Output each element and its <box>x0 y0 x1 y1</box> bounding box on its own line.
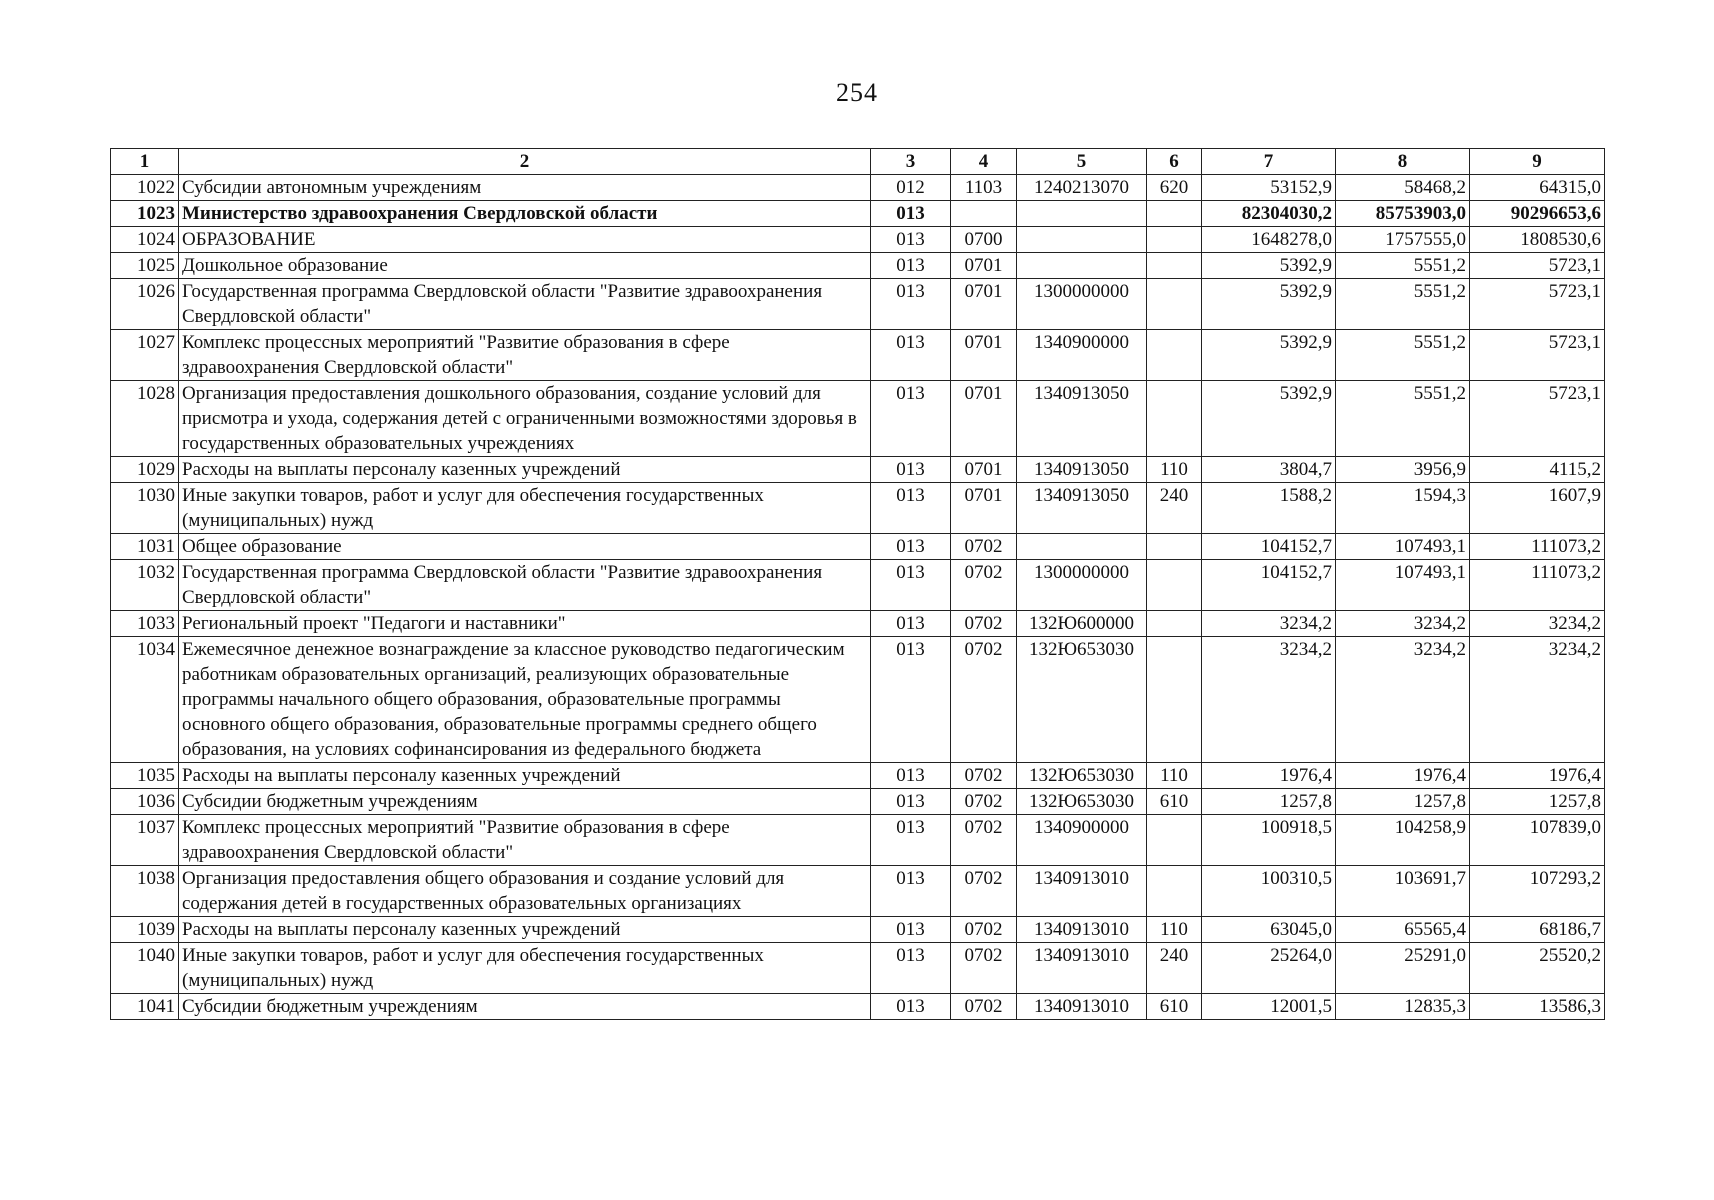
target-code-cell: 1340913050 <box>1017 381 1147 457</box>
expense-type-cell <box>1147 253 1202 279</box>
amount-col7-cell: 3234,2 <box>1202 637 1336 763</box>
amount-col7-cell: 1648278,0 <box>1202 227 1336 253</box>
section-code-cell: 0702 <box>951 815 1017 866</box>
item-name-cell: Региональный проект "Педагоги и наставники" <box>179 611 871 637</box>
row-number-cell: 1029 <box>111 457 179 483</box>
ministry-code-cell: 012 <box>871 175 951 201</box>
amount-col8-cell: 3956,9 <box>1336 457 1470 483</box>
table-row <box>111 994 1605 1020</box>
target-code-cell: 1340913010 <box>1017 994 1147 1020</box>
section-code-cell: 0702 <box>951 789 1017 815</box>
amount-col9-cell: 64315,0 <box>1470 175 1605 201</box>
amount-col9-cell: 5723,1 <box>1470 253 1605 279</box>
table-row <box>111 253 1605 279</box>
target-code-cell: 1340913010 <box>1017 866 1147 917</box>
amount-col9-cell: 1976,4 <box>1470 763 1605 789</box>
table-row <box>111 175 1605 201</box>
amount-col8-cell: 85753903,0 <box>1336 201 1470 227</box>
header-cell: 9 <box>1470 149 1605 175</box>
expense-type-cell <box>1147 560 1202 611</box>
expense-type-cell <box>1147 330 1202 381</box>
expense-type-cell: 610 <box>1147 789 1202 815</box>
target-code-cell: 132Ю653030 <box>1017 763 1147 789</box>
expense-type-cell: 610 <box>1147 994 1202 1020</box>
header-cell: 3 <box>871 149 951 175</box>
amount-col8-cell: 5551,2 <box>1336 330 1470 381</box>
amount-col9-cell: 111073,2 <box>1470 534 1605 560</box>
budget-table <box>110 148 1605 1020</box>
target-code-cell: 132Ю600000 <box>1017 611 1147 637</box>
table-row <box>111 330 1605 381</box>
amount-col7-cell: 5392,9 <box>1202 381 1336 457</box>
ministry-code-cell: 013 <box>871 457 951 483</box>
target-code-cell: 1340900000 <box>1017 330 1147 381</box>
header-cell: 4 <box>951 149 1017 175</box>
section-code-cell: 0702 <box>951 560 1017 611</box>
expense-type-cell <box>1147 611 1202 637</box>
row-number-cell: 1041 <box>111 994 179 1020</box>
ministry-code-cell: 013 <box>871 483 951 534</box>
target-code-cell: 1300000000 <box>1017 560 1147 611</box>
expense-type-cell <box>1147 227 1202 253</box>
amount-col7-cell: 1257,8 <box>1202 789 1336 815</box>
section-code-cell: 0702 <box>951 763 1017 789</box>
amount-col9-cell: 25520,2 <box>1470 943 1605 994</box>
section-code-cell: 0702 <box>951 917 1017 943</box>
item-name-cell: Организация предоставления общего образования и создание условий для содержания детей в государственных образовательных организациях <box>179 866 871 917</box>
expense-type-cell <box>1147 279 1202 330</box>
ministry-code-cell: 013 <box>871 789 951 815</box>
amount-col8-cell: 107493,1 <box>1336 560 1470 611</box>
amount-col7-cell: 5392,9 <box>1202 330 1336 381</box>
amount-col9-cell: 3234,2 <box>1470 611 1605 637</box>
row-number-cell: 1036 <box>111 789 179 815</box>
item-name-cell: Расходы на выплаты персоналу казенных учреждений <box>179 763 871 789</box>
row-number-cell: 1024 <box>111 227 179 253</box>
row-number-cell: 1027 <box>111 330 179 381</box>
table-row <box>111 789 1605 815</box>
table-row <box>111 201 1605 227</box>
amount-col9-cell: 90296653,6 <box>1470 201 1605 227</box>
row-number-cell: 1032 <box>111 560 179 611</box>
row-number-cell: 1028 <box>111 381 179 457</box>
table-header-row <box>111 149 1605 175</box>
expense-type-cell <box>1147 381 1202 457</box>
amount-col8-cell: 12835,3 <box>1336 994 1470 1020</box>
amount-col7-cell: 100310,5 <box>1202 866 1336 917</box>
item-name-cell: Расходы на выплаты персоналу казенных учреждений <box>179 457 871 483</box>
expense-type-cell: 240 <box>1147 943 1202 994</box>
row-number-cell: 1030 <box>111 483 179 534</box>
amount-col9-cell: 5723,1 <box>1470 279 1605 330</box>
row-number-cell: 1025 <box>111 253 179 279</box>
expense-type-cell: 110 <box>1147 763 1202 789</box>
amount-col8-cell: 58468,2 <box>1336 175 1470 201</box>
expense-type-cell <box>1147 866 1202 917</box>
amount-col7-cell: 1976,4 <box>1202 763 1336 789</box>
table-row <box>111 637 1605 763</box>
table-row <box>111 483 1605 534</box>
target-code-cell <box>1017 534 1147 560</box>
item-name-cell: Государственная программа Свердловской области "Развитие здравоохранения Свердловской области" <box>179 560 871 611</box>
header-cell: 5 <box>1017 149 1147 175</box>
item-name-cell: Ежемесячное денежное вознаграждение за классное руководство педагогическим работникам образовательных организаций, реализующих образовательные программы начального общего образования, образовательные программы основного общего образования, образовательные программы среднего общего образования, на условиях софинансирования из федерального бюджета <box>179 637 871 763</box>
amount-col8-cell: 1757555,0 <box>1336 227 1470 253</box>
expense-type-cell: 620 <box>1147 175 1202 201</box>
amount-col8-cell: 25291,0 <box>1336 943 1470 994</box>
item-name-cell: Общее образование <box>179 534 871 560</box>
ministry-code-cell: 013 <box>871 330 951 381</box>
amount-col9-cell: 1808530,6 <box>1470 227 1605 253</box>
ministry-code-cell: 013 <box>871 201 951 227</box>
row-number-cell: 1031 <box>111 534 179 560</box>
amount-col8-cell: 104258,9 <box>1336 815 1470 866</box>
expense-type-cell <box>1147 637 1202 763</box>
section-code-cell: 0702 <box>951 943 1017 994</box>
ministry-code-cell: 013 <box>871 994 951 1020</box>
header-cell: 2 <box>179 149 871 175</box>
ministry-code-cell: 013 <box>871 917 951 943</box>
ministry-code-cell: 013 <box>871 227 951 253</box>
amount-col9-cell: 5723,1 <box>1470 330 1605 381</box>
section-code-cell: 0701 <box>951 483 1017 534</box>
header-cell: 8 <box>1336 149 1470 175</box>
amount-col8-cell: 103691,7 <box>1336 866 1470 917</box>
ministry-code-cell: 013 <box>871 637 951 763</box>
target-code-cell: 1340913010 <box>1017 917 1147 943</box>
table-row <box>111 917 1605 943</box>
section-code-cell: 1103 <box>951 175 1017 201</box>
target-code-cell: 132Ю653030 <box>1017 789 1147 815</box>
expense-type-cell: 240 <box>1147 483 1202 534</box>
section-code-cell: 0700 <box>951 227 1017 253</box>
row-number-cell: 1038 <box>111 866 179 917</box>
ministry-code-cell: 013 <box>871 815 951 866</box>
target-code-cell <box>1017 201 1147 227</box>
header-cell: 6 <box>1147 149 1202 175</box>
amount-col9-cell: 3234,2 <box>1470 637 1605 763</box>
amount-col7-cell: 5392,9 <box>1202 253 1336 279</box>
page-number: 254 <box>836 78 878 107</box>
item-name-cell: Иные закупки товаров, работ и услуг для обеспечения государственных (муниципальных) нужд <box>179 943 871 994</box>
target-code-cell: 1240213070 <box>1017 175 1147 201</box>
target-code-cell <box>1017 253 1147 279</box>
amount-col8-cell: 5551,2 <box>1336 381 1470 457</box>
ministry-code-cell: 013 <box>871 560 951 611</box>
table-row <box>111 560 1605 611</box>
row-number-cell: 1026 <box>111 279 179 330</box>
item-name-cell: Дошкольное образование <box>179 253 871 279</box>
item-name-cell: Государственная программа Свердловской области "Развитие здравоохранения Свердловской области" <box>179 279 871 330</box>
ministry-code-cell: 013 <box>871 763 951 789</box>
amount-col7-cell: 25264,0 <box>1202 943 1336 994</box>
amount-col9-cell: 4115,2 <box>1470 457 1605 483</box>
expense-type-cell <box>1147 534 1202 560</box>
header-cell: 7 <box>1202 149 1336 175</box>
item-name-cell: Иные закупки товаров, работ и услуг для обеспечения государственных (муниципальных) нужд <box>179 483 871 534</box>
amount-col9-cell: 13586,3 <box>1470 994 1605 1020</box>
target-code-cell: 1340913050 <box>1017 483 1147 534</box>
expense-type-cell <box>1147 201 1202 227</box>
amount-col7-cell: 12001,5 <box>1202 994 1336 1020</box>
table-body <box>111 175 1605 1020</box>
amount-col7-cell: 53152,9 <box>1202 175 1336 201</box>
table-row <box>111 279 1605 330</box>
item-name-cell: Субсидии бюджетным учреждениям <box>179 789 871 815</box>
amount-col7-cell: 63045,0 <box>1202 917 1336 943</box>
amount-col9-cell: 1257,8 <box>1470 789 1605 815</box>
table-row <box>111 227 1605 253</box>
amount-col7-cell: 3234,2 <box>1202 611 1336 637</box>
section-code-cell: 0702 <box>951 637 1017 763</box>
table-row <box>111 381 1605 457</box>
table-row <box>111 611 1605 637</box>
amount-col8-cell: 5551,2 <box>1336 253 1470 279</box>
amount-col9-cell: 107293,2 <box>1470 866 1605 917</box>
row-number-cell: 1035 <box>111 763 179 789</box>
section-code-cell <box>951 201 1017 227</box>
amount-col7-cell: 3804,7 <box>1202 457 1336 483</box>
row-number-cell: 1039 <box>111 917 179 943</box>
amount-col7-cell: 1588,2 <box>1202 483 1336 534</box>
section-code-cell: 0701 <box>951 253 1017 279</box>
target-code-cell: 1340913050 <box>1017 457 1147 483</box>
amount-col9-cell: 5723,1 <box>1470 381 1605 457</box>
amount-col7-cell: 104152,7 <box>1202 560 1336 611</box>
amount-col7-cell: 104152,7 <box>1202 534 1336 560</box>
section-code-cell: 0701 <box>951 457 1017 483</box>
amount-col8-cell: 65565,4 <box>1336 917 1470 943</box>
amount-col7-cell: 100918,5 <box>1202 815 1336 866</box>
amount-col8-cell: 107493,1 <box>1336 534 1470 560</box>
item-name-cell: Субсидии бюджетным учреждениям <box>179 994 871 1020</box>
table-row <box>111 866 1605 917</box>
target-code-cell <box>1017 227 1147 253</box>
amount-col9-cell: 111073,2 <box>1470 560 1605 611</box>
target-code-cell: 1340900000 <box>1017 815 1147 866</box>
table-row <box>111 815 1605 866</box>
item-name-cell: Субсидии автономным учреждениям <box>179 175 871 201</box>
section-code-cell: 0701 <box>951 381 1017 457</box>
target-code-cell: 1300000000 <box>1017 279 1147 330</box>
ministry-code-cell: 013 <box>871 279 951 330</box>
ministry-code-cell: 013 <box>871 253 951 279</box>
table-row <box>111 534 1605 560</box>
item-name-cell: Комплекс процессных мероприятий "Развитие образования в сфере здравоохранения Свердловской области" <box>179 330 871 381</box>
row-number-cell: 1037 <box>111 815 179 866</box>
amount-col8-cell: 1976,4 <box>1336 763 1470 789</box>
item-name-cell: Организация предоставления дошкольного образования, создание условий для присмотра и ухода, содержания детей с ограниченными возможностями здоровья в государственных образовательных учреждениях <box>179 381 871 457</box>
expense-type-cell: 110 <box>1147 457 1202 483</box>
amount-col7-cell: 5392,9 <box>1202 279 1336 330</box>
amount-col8-cell: 1594,3 <box>1336 483 1470 534</box>
section-code-cell: 0702 <box>951 534 1017 560</box>
row-number-cell: 1034 <box>111 637 179 763</box>
item-name-cell: Министерство здравоохранения Свердловской области <box>179 201 871 227</box>
amount-col8-cell: 1257,8 <box>1336 789 1470 815</box>
item-name-cell: Комплекс процессных мероприятий "Развитие образования в сфере здравоохранения Свердловской области" <box>179 815 871 866</box>
amount-col8-cell: 3234,2 <box>1336 611 1470 637</box>
amount-col9-cell: 107839,0 <box>1470 815 1605 866</box>
target-code-cell: 132Ю653030 <box>1017 637 1147 763</box>
section-code-cell: 0702 <box>951 866 1017 917</box>
header-cell: 1 <box>111 149 179 175</box>
expense-type-cell: 110 <box>1147 917 1202 943</box>
ministry-code-cell: 013 <box>871 534 951 560</box>
ministry-code-cell: 013 <box>871 611 951 637</box>
section-code-cell: 0701 <box>951 330 1017 381</box>
ministry-code-cell: 013 <box>871 943 951 994</box>
ministry-code-cell: 013 <box>871 381 951 457</box>
amount-col8-cell: 3234,2 <box>1336 637 1470 763</box>
row-number-cell: 1033 <box>111 611 179 637</box>
row-number-cell: 1022 <box>111 175 179 201</box>
row-number-cell: 1023 <box>111 201 179 227</box>
expense-type-cell <box>1147 815 1202 866</box>
amount-col7-cell: 82304030,2 <box>1202 201 1336 227</box>
table-row <box>111 457 1605 483</box>
item-name-cell: ОБРАЗОВАНИЕ <box>179 227 871 253</box>
table-row <box>111 763 1605 789</box>
item-name-cell: Расходы на выплаты персоналу казенных учреждений <box>179 917 871 943</box>
amount-col8-cell: 5551,2 <box>1336 279 1470 330</box>
section-code-cell: 0702 <box>951 611 1017 637</box>
table-row <box>111 943 1605 994</box>
target-code-cell: 1340913010 <box>1017 943 1147 994</box>
ministry-code-cell: 013 <box>871 866 951 917</box>
section-code-cell: 0702 <box>951 994 1017 1020</box>
amount-col9-cell: 68186,7 <box>1470 917 1605 943</box>
section-code-cell: 0701 <box>951 279 1017 330</box>
row-number-cell: 1040 <box>111 943 179 994</box>
amount-col9-cell: 1607,9 <box>1470 483 1605 534</box>
